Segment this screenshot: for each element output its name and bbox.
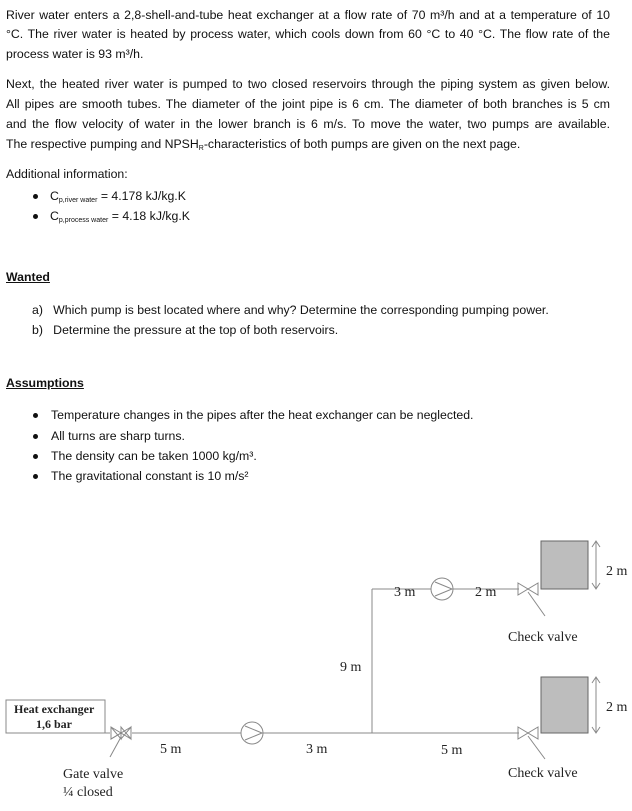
upper-reservoir (541, 541, 588, 589)
length-label: 2 m (475, 585, 497, 600)
check-valve-label: Check valve (508, 766, 578, 781)
length-label: 5 m (160, 742, 182, 757)
npsh-subscript: R (198, 145, 204, 152)
intro-line: °C. The river water is heated by process water, which cools down from 60 °C to 40 °C. The flow rate of the (6, 27, 610, 41)
height-arrow-upper (592, 541, 600, 589)
assumptions-heading: Assumptions (6, 376, 84, 390)
gate-valve-icon (110, 727, 131, 757)
length-label: 3 m (306, 742, 328, 757)
cp-value: = 4.178 kJ/kg.K (97, 189, 186, 203)
assumption-item: Temperature changes in the pipes after the heat exchanger can be neglected. (51, 408, 474, 422)
length-label: 5 m (441, 743, 463, 758)
piping-text: -characteristics of both pumps are given on the next page. (203, 137, 521, 151)
piping-line: and the flow velocity of water in the lower branch is 6 m/s. To move the water, two pumps are available. (6, 117, 610, 131)
check-valve-label: Check valve (508, 630, 578, 645)
intro-line: River water enters a 2,8-shell-and-tube heat exchanger at a flow rate of 70 m³/h and at a temperature of 10 (6, 8, 610, 22)
length-label: 9 m (340, 660, 362, 675)
additional-title: Additional information: (6, 167, 128, 181)
piping-line: Next, the heated river water is pumped to two closed reservoirs through the piping system as given below. (6, 77, 610, 91)
tank-height-label: 2 m (606, 700, 628, 715)
pump-icon-upper (431, 578, 453, 600)
assumption-item: All turns are sharp turns. (51, 429, 185, 443)
tank-height-label: 2 m (606, 564, 628, 579)
gate-valve-label: Gate valve (63, 767, 124, 782)
cp-value: = 4.18 kJ/kg.K (108, 209, 190, 223)
cp-symbol: C (50, 189, 59, 203)
piping-text: The respective pumping and NPSH (6, 137, 199, 151)
piping-line: All pipes are smooth tubes. The diameter of the joint pipe is 6 cm. The diameter of both branches is 5 cm (6, 97, 610, 111)
wanted-item: b) Determine the pressure at the top of both reservoirs. (32, 323, 339, 337)
wanted-item: a) Which pump is best located where and why? Determine the corresponding pumping power. (32, 303, 549, 317)
cp-symbol: C (50, 209, 59, 223)
cp-sub: p,river water (58, 197, 98, 204)
assumption-item: The density can be taken 1000 kg/m³. (51, 449, 257, 463)
heat-exchanger-label: Heat exchanger (14, 702, 95, 716)
lower-reservoir (541, 677, 588, 733)
assumption-item: The gravitational constant is 10 m/s² (51, 469, 249, 483)
wanted-heading: Wanted (6, 270, 50, 284)
intro-line: process water is 93 m³/h. (6, 47, 144, 61)
pump-icon-lower (241, 722, 263, 744)
pressure-label: 1,6 bar (36, 717, 72, 731)
gate-valve-state: ¼ closed (63, 785, 113, 800)
height-arrow-lower (592, 677, 600, 733)
cp-sub: p,process water (58, 217, 109, 224)
length-label: 3 m (394, 585, 416, 600)
